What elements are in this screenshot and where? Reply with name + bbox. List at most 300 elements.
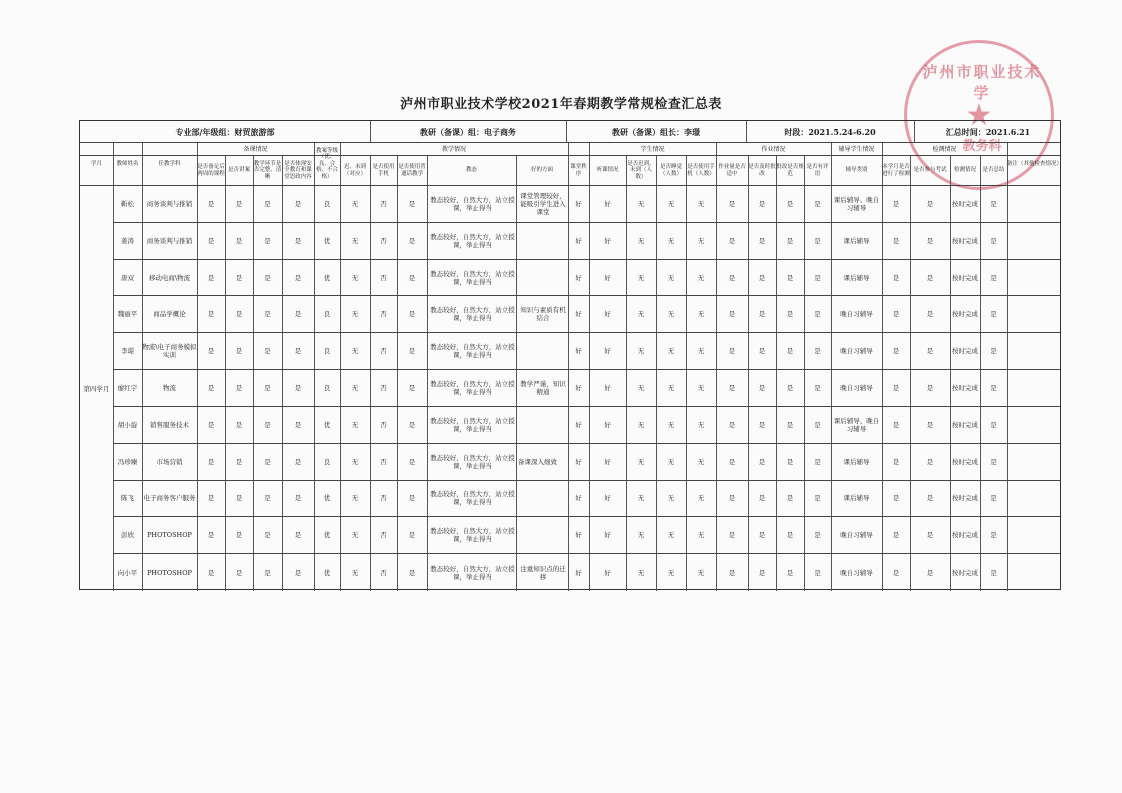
seal-text-bottom: 教务科 bbox=[962, 139, 1002, 154]
cell-b: 是 bbox=[235, 457, 243, 466]
cell-teacher: 廖红宇 bbox=[117, 383, 138, 392]
cell-lateS: 无 bbox=[637, 420, 645, 429]
cell-subject: 商务谈判与推销 bbox=[146, 199, 193, 208]
cell-b: 是 bbox=[235, 531, 243, 540]
header-homework: 作业情况 bbox=[761, 145, 786, 153]
cell-listen: 好 bbox=[604, 420, 611, 429]
cell-grade: 良 bbox=[323, 199, 331, 208]
cell-order: 好 bbox=[575, 310, 582, 319]
cell-a: 是 bbox=[207, 531, 215, 540]
cell-h2: 是 bbox=[758, 347, 766, 356]
cell-teacher: 靳松 bbox=[121, 199, 134, 208]
cell-c: 是 bbox=[264, 420, 271, 429]
page-title: 泸州市职业技术学校2021年春期教学常规检查汇总表 bbox=[400, 97, 722, 112]
cell-h4: 是 bbox=[814, 236, 821, 245]
cell-a: 是 bbox=[207, 568, 215, 577]
cell-phone: 否 bbox=[380, 199, 387, 208]
cell-c: 是 bbox=[264, 310, 271, 319]
cell-good: 课堂管理较好，能吸引学生进入课堂 bbox=[520, 191, 566, 216]
cell-h4: 是 bbox=[814, 457, 821, 466]
cell-t2: 是 bbox=[926, 347, 934, 356]
cell-late: 无 bbox=[351, 457, 359, 466]
cell-t3: 按时完成 bbox=[952, 457, 978, 466]
cell-tutor: 课后辅导 bbox=[843, 457, 870, 466]
cell-t2: 是 bbox=[926, 383, 934, 392]
cell-phoneS: 无 bbox=[697, 273, 705, 282]
cell-subject: 物流\电子商务模拟实训 bbox=[142, 343, 197, 360]
cell-good bbox=[516, 407, 568, 443]
cell-h2: 是 bbox=[758, 273, 766, 282]
cell-b: 是 bbox=[235, 310, 243, 319]
cell-phone: 否 bbox=[380, 273, 387, 282]
cell-phoneS: 无 bbox=[697, 383, 705, 392]
cell-t2: 是 bbox=[926, 457, 934, 466]
cell-tutor: 课后辅导 bbox=[843, 494, 870, 503]
cell-h1: 是 bbox=[728, 568, 736, 577]
cell-t1: 是 bbox=[892, 199, 900, 208]
header-plan-grade: 教案等级（优、良、合格、不合格） bbox=[315, 147, 338, 180]
cell-a: 是 bbox=[207, 199, 215, 208]
cell-teacher: 向小平 bbox=[117, 568, 138, 577]
cell-phone: 否 bbox=[380, 494, 387, 503]
header-prep-ahead: 是否备足后两周的课程 bbox=[197, 164, 225, 177]
cell-h1: 是 bbox=[728, 199, 736, 208]
cell-t2: 是 bbox=[926, 494, 934, 503]
cell-h1: 是 bbox=[728, 531, 736, 540]
cell-h4: 是 bbox=[814, 494, 821, 503]
cell-h4: 是 bbox=[814, 273, 821, 282]
cell-d: 是 bbox=[294, 383, 302, 392]
cell-order: 好 bbox=[575, 494, 582, 503]
cell-listen: 好 bbox=[604, 310, 611, 319]
cell-grade: 优 bbox=[323, 568, 331, 577]
cell-phone: 否 bbox=[380, 457, 387, 466]
header-order: 课堂秩序 bbox=[570, 164, 587, 177]
cell-grade: 优 bbox=[323, 531, 331, 540]
header-safety: 是否体现安全教育和课堂思政内容 bbox=[284, 160, 312, 180]
cell-b: 是 bbox=[235, 420, 243, 429]
cell-good bbox=[516, 517, 568, 553]
cell-d: 是 bbox=[294, 531, 302, 540]
header-teaching: 教学情况 bbox=[441, 145, 466, 153]
cell-t1: 是 bbox=[892, 420, 900, 429]
seal-text-top: 泸州市职业技术学 bbox=[922, 63, 1042, 102]
cell-phoneS: 无 bbox=[697, 494, 705, 503]
cell-t2: 是 bbox=[926, 310, 934, 319]
cell-good: 注重知识点的迁移 bbox=[520, 564, 566, 581]
cell-sleep: 无 bbox=[667, 420, 675, 429]
cell-h2: 是 bbox=[758, 199, 766, 208]
cell-h3: 是 bbox=[786, 531, 794, 540]
cell-h1: 是 bbox=[728, 383, 736, 392]
header-analysis: 是否参与考试 bbox=[913, 167, 947, 174]
cell-subject: PHOTOSHOP bbox=[147, 568, 192, 577]
cell-sleep: 无 bbox=[667, 494, 675, 503]
cell-c: 是 bbox=[264, 457, 271, 466]
cell-tutor: 晚自习辅导 bbox=[840, 383, 873, 392]
cell-h1: 是 bbox=[728, 236, 736, 245]
cell-t1: 是 bbox=[892, 310, 900, 319]
cell-sleep: 无 bbox=[667, 273, 675, 282]
header-steps: 教学环节是否完整、清晰 bbox=[253, 160, 282, 180]
table-row bbox=[113, 444, 1060, 481]
header-prep: 备课情况 bbox=[243, 145, 268, 153]
cell-t4: 是 bbox=[990, 494, 997, 503]
cell-t2: 是 bbox=[926, 531, 934, 540]
cell-phoneS: 无 bbox=[697, 347, 705, 356]
cell-lateS: 无 bbox=[637, 310, 645, 319]
header-remarks: 备注（其他检查情况） bbox=[1007, 160, 1062, 167]
cell-h3: 是 bbox=[786, 420, 794, 429]
cell-t1: 是 bbox=[892, 568, 900, 577]
cell-h1: 是 bbox=[728, 310, 736, 319]
cell-d: 是 bbox=[294, 420, 302, 429]
header-late-absent: 是否迟到、未到（人数） bbox=[627, 160, 655, 180]
header-phone: 是否使用手机 bbox=[372, 164, 395, 177]
cell-t2: 是 bbox=[926, 199, 934, 208]
cell-late: 无 bbox=[351, 568, 359, 577]
cell-subject: 市场营销 bbox=[156, 457, 183, 466]
cell-grade: 优 bbox=[323, 273, 331, 282]
cell-h1: 是 bbox=[728, 494, 736, 503]
cell-lateS: 无 bbox=[637, 568, 645, 577]
cell-phone: 否 bbox=[380, 347, 387, 356]
cell-tutor: 课后辅导 bbox=[843, 236, 870, 245]
cell-t1: 是 bbox=[892, 457, 900, 466]
cell-lateS: 无 bbox=[637, 457, 645, 466]
cell-grade: 良 bbox=[323, 347, 331, 356]
cell-listen: 好 bbox=[604, 236, 611, 245]
cell-phone: 否 bbox=[380, 310, 387, 319]
cell-sleep: 无 bbox=[667, 568, 675, 577]
cell-lateS: 无 bbox=[637, 199, 645, 208]
cell-lateS: 无 bbox=[637, 383, 645, 392]
cell-t4: 是 bbox=[990, 347, 997, 356]
cell-t3: 按时完成 bbox=[952, 310, 978, 319]
header-hw-timely: 是否及时批改 bbox=[748, 164, 776, 177]
header-late-early: 迟、未到（对应） bbox=[343, 164, 366, 177]
cell-h3: 是 bbox=[786, 273, 794, 282]
cell-mandarin: 是 bbox=[408, 310, 416, 319]
cell-a: 是 bbox=[207, 457, 215, 466]
cell-grade: 优 bbox=[323, 236, 331, 245]
cell-mandarin: 是 bbox=[408, 420, 416, 429]
cell-order: 好 bbox=[575, 420, 582, 429]
cell-order: 好 bbox=[575, 531, 582, 540]
cell-c: 是 bbox=[264, 273, 271, 282]
header-test-summary: 是否总结 bbox=[982, 167, 1005, 174]
header-phone-students: 是否使用手机（人数） bbox=[687, 164, 715, 177]
cell-grade: 良 bbox=[323, 310, 331, 319]
table-row bbox=[113, 333, 1060, 370]
cell-tutor: 课后辅导 bbox=[843, 273, 870, 282]
cell-mandarin: 是 bbox=[408, 383, 416, 392]
table-row bbox=[113, 517, 1060, 554]
cell-subject: 电子商务客户服务 bbox=[143, 494, 196, 503]
header-listening: 听课情况 bbox=[596, 167, 619, 174]
cell-t3: 按时完成 bbox=[952, 383, 978, 392]
cell-late: 无 bbox=[351, 420, 359, 429]
cell-b: 是 bbox=[235, 383, 243, 392]
cell-d: 是 bbox=[294, 310, 302, 319]
header-mandarin: 是否使用普通话教学 bbox=[398, 164, 426, 177]
dept-label: 专业部/年级组：财贸旅游部 bbox=[175, 126, 275, 137]
seal-star-icon: ★ bbox=[965, 97, 993, 133]
cell-phoneS: 无 bbox=[697, 457, 705, 466]
cell-t4: 是 bbox=[990, 420, 997, 429]
cell-manner: 教态较好，自然大方，站立授课，举止得当 bbox=[430, 379, 515, 396]
header-subject: 任教学科 bbox=[158, 160, 181, 167]
cell-phoneS: 无 bbox=[697, 531, 705, 540]
cell-c: 是 bbox=[264, 383, 271, 392]
header-hw-amount: 作业量是否适中 bbox=[718, 164, 746, 177]
cell-order: 好 bbox=[575, 457, 582, 466]
header-manner: 教态 bbox=[465, 167, 477, 174]
header-tutoring: 辅导学生情况 bbox=[838, 145, 875, 153]
cell-d: 是 bbox=[294, 568, 302, 577]
cell-d: 是 bbox=[294, 457, 302, 466]
cell-listen: 好 bbox=[604, 383, 611, 392]
cell-d: 是 bbox=[294, 199, 302, 208]
cell-sleep: 无 bbox=[667, 383, 675, 392]
header-good-aspect: 好的方面 bbox=[530, 167, 553, 174]
header-check: 检测情况 bbox=[932, 145, 957, 153]
cell-grade: 优 bbox=[323, 494, 331, 503]
term-label: 第四学月 bbox=[83, 384, 110, 393]
table-row bbox=[113, 223, 1060, 260]
cell-h2: 是 bbox=[758, 531, 766, 540]
cell-h1: 是 bbox=[728, 347, 736, 356]
cell-h2: 是 bbox=[758, 494, 766, 503]
cell-a: 是 bbox=[207, 494, 215, 503]
cell-lateS: 无 bbox=[637, 236, 645, 245]
cell-h2: 是 bbox=[758, 236, 766, 245]
header-sleeping: 是否睡觉（人数） bbox=[659, 164, 682, 177]
cell-late: 无 bbox=[351, 236, 359, 245]
cell-b: 是 bbox=[235, 347, 243, 356]
cell-h4: 是 bbox=[814, 531, 821, 540]
cell-phone: 否 bbox=[380, 531, 387, 540]
cell-listen: 好 bbox=[604, 199, 611, 208]
cell-sleep: 无 bbox=[667, 347, 675, 356]
header-term: 学月 bbox=[90, 160, 102, 167]
cell-h2: 是 bbox=[758, 568, 766, 577]
cell-b: 是 bbox=[235, 494, 243, 503]
cell-a: 是 bbox=[207, 310, 215, 319]
cell-teacher: 彭欣 bbox=[121, 531, 134, 540]
cell-good bbox=[516, 333, 568, 369]
header-hw-review: 是否有评语 bbox=[806, 164, 829, 177]
cell-a: 是 bbox=[207, 383, 215, 392]
cell-a: 是 bbox=[207, 236, 215, 245]
cell-late: 无 bbox=[351, 273, 359, 282]
cell-h3: 是 bbox=[786, 199, 794, 208]
cell-tutor: 晚自习辅导 bbox=[840, 347, 873, 356]
cell-subject: 商品学概论 bbox=[153, 310, 186, 319]
header-teacher: 教师姓名 bbox=[116, 160, 139, 167]
cell-phone: 否 bbox=[380, 236, 387, 245]
cell-h4: 是 bbox=[814, 310, 821, 319]
cell-mandarin: 是 bbox=[408, 494, 416, 503]
cell-phoneS: 无 bbox=[697, 310, 705, 319]
inspection-table bbox=[79, 120, 1061, 590]
cell-h3: 是 bbox=[786, 383, 794, 392]
cell-t3: 按时完成 bbox=[952, 531, 978, 540]
cell-order: 好 bbox=[575, 236, 582, 245]
header-group-row bbox=[80, 143, 1060, 156]
cell-t4: 是 bbox=[990, 236, 997, 245]
cell-t2: 是 bbox=[926, 420, 934, 429]
cell-mandarin: 是 bbox=[408, 347, 416, 356]
period-label: 时段：2021.5.24-6.20 bbox=[784, 126, 876, 137]
cell-tutor: 晚自习辅导 bbox=[840, 531, 873, 540]
cell-h1: 是 bbox=[728, 273, 736, 282]
header-test-done: 本学月是否进行了检测 bbox=[882, 164, 910, 177]
cell-h2: 是 bbox=[758, 457, 766, 466]
cell-late: 无 bbox=[351, 199, 359, 208]
cell-subject: 商务谈判与推销 bbox=[146, 236, 193, 245]
cell-t1: 是 bbox=[892, 531, 900, 540]
cell-teacher: 姜涛 bbox=[121, 236, 134, 245]
cell-listen: 好 bbox=[604, 273, 611, 282]
cell-mandarin: 是 bbox=[408, 273, 416, 282]
cell-t4: 是 bbox=[990, 199, 997, 208]
cell-listen: 好 bbox=[604, 494, 611, 503]
cell-manner: 教态较好，自然大方，站立授课，举止得当 bbox=[430, 490, 515, 507]
cell-a: 是 bbox=[207, 420, 215, 429]
cell-t3: 按时完成 bbox=[952, 273, 978, 282]
cell-c: 是 bbox=[264, 531, 271, 540]
cell-manner: 教态较好，自然大方，站立授课，举止得当 bbox=[430, 232, 515, 249]
cell-t4: 是 bbox=[990, 273, 997, 282]
cell-manner: 教态较好，自然大方，站立授课，举止得当 bbox=[430, 269, 515, 286]
cell-h4: 是 bbox=[814, 568, 821, 577]
cell-teacher: 李璟 bbox=[121, 347, 134, 356]
cell-phone: 否 bbox=[380, 568, 387, 577]
cell-manner: 教态较好，自然大方，站立授课，举止得当 bbox=[430, 453, 515, 470]
cell-mandarin: 是 bbox=[408, 568, 416, 577]
cell-late: 无 bbox=[351, 383, 359, 392]
table-row bbox=[113, 481, 1060, 518]
header-test-status: 检测情况 bbox=[953, 167, 976, 174]
cell-c: 是 bbox=[264, 199, 271, 208]
cell-lateS: 无 bbox=[637, 531, 645, 540]
info-row bbox=[80, 121, 1060, 143]
cell-t4: 是 bbox=[990, 457, 997, 466]
summary-time-label: 汇总时间：2021.6.21 bbox=[945, 126, 1031, 137]
cell-tutor: 课后辅导、晚自习辅导 bbox=[833, 416, 880, 433]
cell-subject: 销售服务技术 bbox=[150, 420, 189, 429]
cell-t3: 按时完成 bbox=[952, 420, 978, 429]
cell-mandarin: 是 bbox=[408, 457, 416, 466]
cell-late: 无 bbox=[351, 531, 359, 540]
cell-grade: 优 bbox=[323, 420, 331, 429]
cell-t1: 是 bbox=[892, 273, 900, 282]
cell-h2: 是 bbox=[758, 420, 766, 429]
cell-t4: 是 bbox=[990, 568, 997, 577]
header-student: 学生情况 bbox=[640, 145, 665, 153]
cell-t3: 按时完成 bbox=[952, 199, 978, 208]
cell-t1: 是 bbox=[892, 236, 900, 245]
cell-t4: 是 bbox=[990, 383, 997, 392]
cell-manner: 教态较好，自然大方，站立授课，举止得当 bbox=[430, 416, 515, 433]
cell-subject: PHOTOSHOP bbox=[147, 531, 192, 540]
cell-t4: 是 bbox=[990, 310, 997, 319]
cell-h2: 是 bbox=[758, 310, 766, 319]
cell-listen: 好 bbox=[604, 457, 611, 466]
cell-good bbox=[516, 260, 568, 296]
cell-lateS: 无 bbox=[637, 347, 645, 356]
cell-late: 无 bbox=[351, 347, 359, 356]
cell-h1: 是 bbox=[728, 420, 736, 429]
group-leader-label: 教研（备课）组长：李璟 bbox=[612, 126, 700, 137]
cell-a: 是 bbox=[207, 347, 215, 356]
cell-t2: 是 bbox=[926, 236, 934, 245]
header-lecture-notes: 是否讲案 bbox=[227, 167, 250, 174]
cell-manner: 教态较好，自然大方，站立授课，举止得当 bbox=[430, 564, 515, 581]
cell-good bbox=[516, 223, 568, 259]
cell-teacher: 胡小旋 bbox=[117, 420, 138, 429]
cell-h2: 是 bbox=[758, 383, 766, 392]
cell-t2: 是 bbox=[926, 273, 934, 282]
cell-tutor: 课后辅导、晚自习辅导 bbox=[833, 195, 880, 212]
cell-h4: 是 bbox=[814, 199, 821, 208]
cell-order: 好 bbox=[575, 199, 582, 208]
cell-subject: 移动电商\物流 bbox=[148, 273, 191, 282]
cell-order: 好 bbox=[575, 383, 582, 392]
cell-mandarin: 是 bbox=[408, 531, 416, 540]
cell-phoneS: 无 bbox=[697, 420, 705, 429]
cell-manner: 教态较好，自然大方，站立授课，举止得当 bbox=[430, 306, 515, 323]
cell-sleep: 无 bbox=[667, 310, 675, 319]
cell-b: 是 bbox=[235, 199, 243, 208]
table-row bbox=[113, 296, 1060, 333]
cell-teacher: 唐双 bbox=[121, 273, 134, 282]
cell-sleep: 无 bbox=[667, 457, 675, 466]
cell-h3: 是 bbox=[786, 494, 794, 503]
research-group-label: 教研（备课）组：电子商务 bbox=[420, 126, 516, 137]
cell-h4: 是 bbox=[814, 347, 821, 356]
cell-t1: 是 bbox=[892, 494, 900, 503]
cell-teacher: 魏丽平 bbox=[117, 310, 138, 319]
cell-order: 好 bbox=[575, 568, 582, 577]
cell-d: 是 bbox=[294, 273, 302, 282]
cell-late: 无 bbox=[351, 494, 359, 503]
cell-listen: 好 bbox=[604, 568, 611, 577]
cell-lateS: 无 bbox=[637, 494, 645, 503]
cell-subject: 物流 bbox=[163, 383, 176, 392]
cell-phone: 否 bbox=[380, 383, 387, 392]
cell-c: 是 bbox=[264, 568, 271, 577]
cell-h3: 是 bbox=[786, 568, 794, 577]
cell-manner: 教态较好，自然大方，站立授课，举止得当 bbox=[430, 343, 515, 360]
cell-good: 教学严谨，知识精通 bbox=[520, 379, 566, 396]
cell-late: 无 bbox=[351, 310, 359, 319]
cell-tutor: 晚自习辅导 bbox=[840, 568, 873, 577]
cell-t3: 按时完成 bbox=[952, 568, 978, 577]
cell-manner: 教态较好，自然大方，站立授课，举止得当 bbox=[430, 527, 515, 544]
cell-h3: 是 bbox=[786, 310, 794, 319]
table-row bbox=[113, 186, 1060, 223]
cell-teacher: 冯珍臻 bbox=[117, 457, 138, 466]
cell-tutor: 晚自习辅导 bbox=[840, 310, 873, 319]
cell-t3: 按时完成 bbox=[952, 494, 978, 503]
cell-b: 是 bbox=[235, 273, 243, 282]
cell-grade: 良 bbox=[323, 383, 331, 392]
cell-listen: 好 bbox=[604, 531, 611, 540]
header-hw-standard: 批改是否规范 bbox=[776, 164, 804, 177]
cell-good bbox=[516, 481, 568, 517]
